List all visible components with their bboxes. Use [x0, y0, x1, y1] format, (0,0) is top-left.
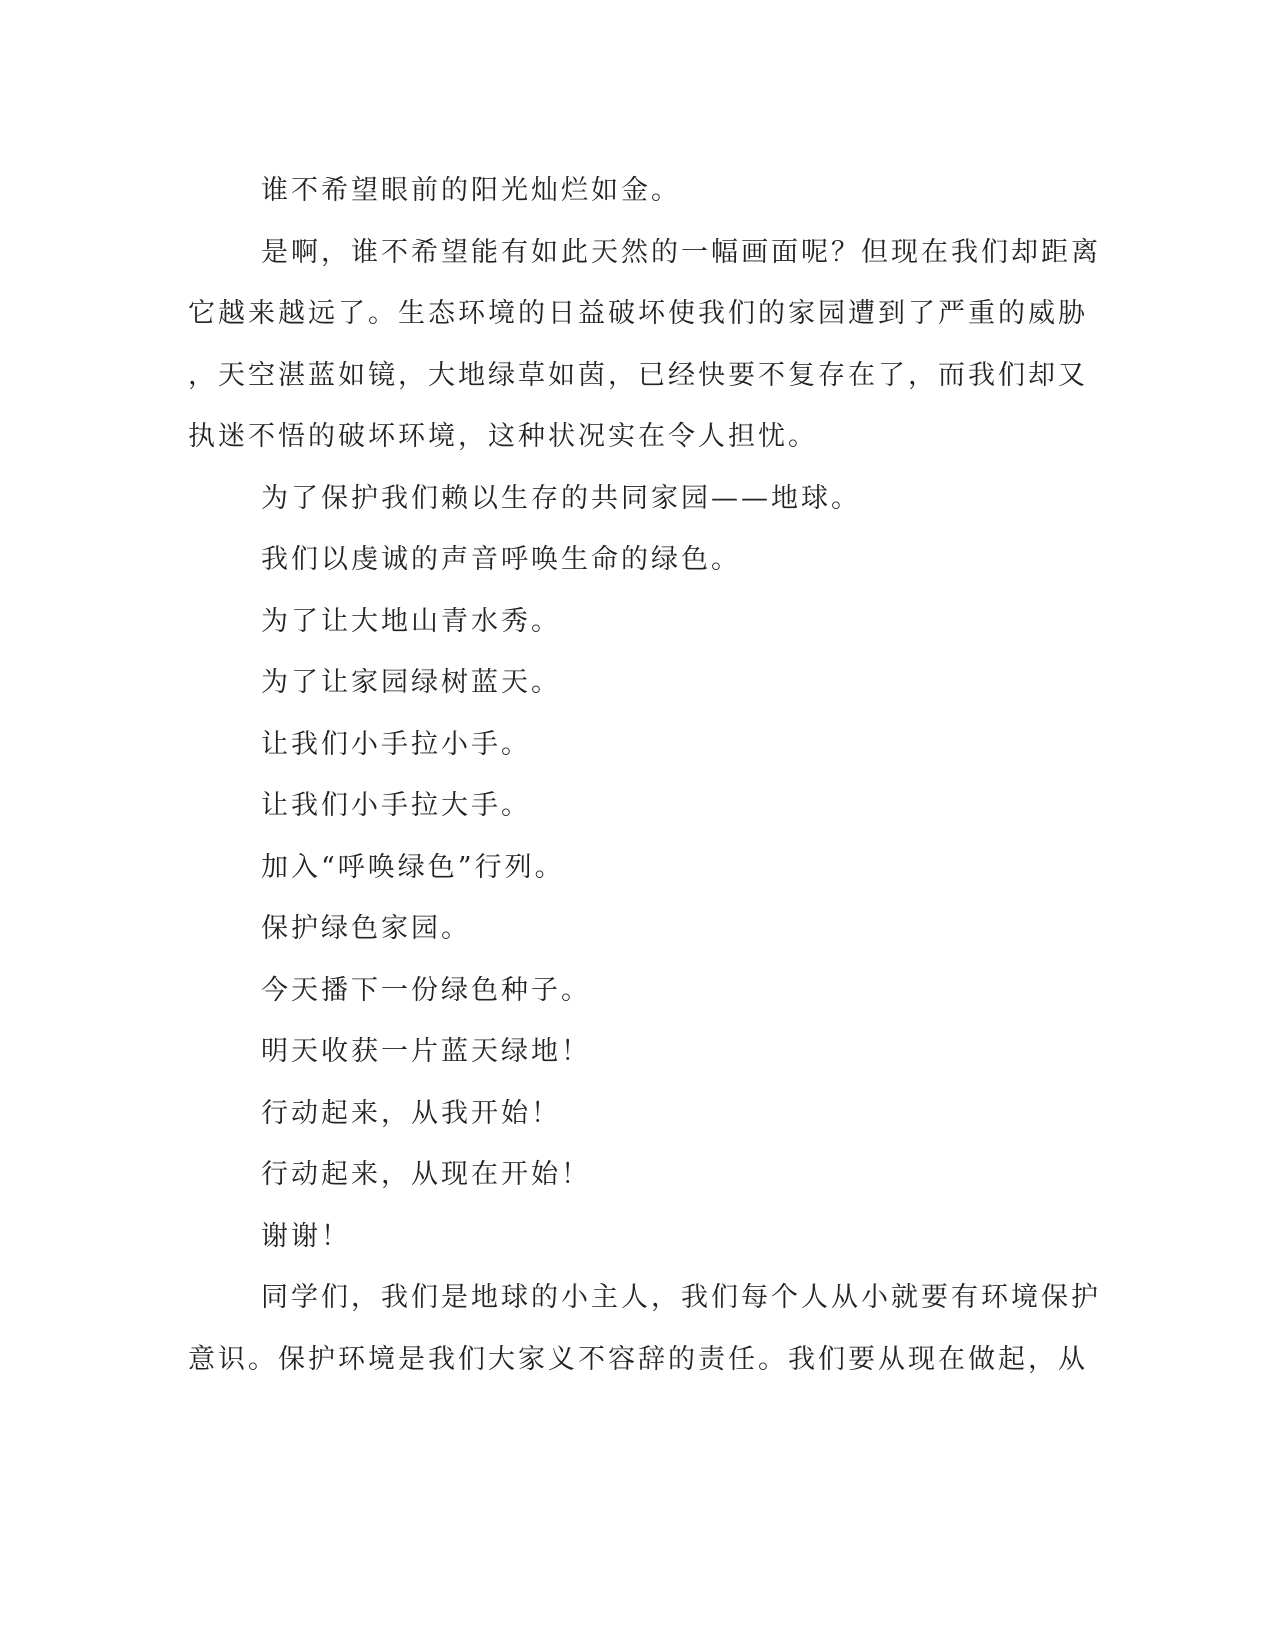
- document-body: [188, 160, 1101, 1390]
- paragraph-line: 让我们小手拉大手。: [261, 790, 531, 821]
- paragraph: [188, 652, 1068, 714]
- paragraph: [188, 775, 1068, 837]
- paragraph: [188, 1206, 1068, 1268]
- paragraph: [188, 1267, 1101, 1390]
- paragraph-line: 行动起来，从现在开始！: [261, 1159, 591, 1190]
- paragraph-line: 明天收获一片蓝天绿地！: [261, 1036, 591, 1067]
- paragraph-line: 保护绿色家园。: [261, 913, 471, 944]
- paragraph-line: 让我们小手拉小手。: [261, 728, 531, 760]
- paragraph-line: 意识。保护环境是我们大家义不容辞的责任。我们要从现在做起，从: [188, 1343, 1088, 1375]
- paragraph: [188, 222, 1101, 468]
- paragraph-line: 它越来越远了。生态环境的日益破坏使我们的家园遭到了严重的威胁: [188, 298, 1088, 329]
- paragraph-line: 行动起来，从我开始！: [261, 1097, 561, 1129]
- paragraph-line: 同学们，我们是地球的小主人，我们每个人从小就要有环境保护: [261, 1282, 1101, 1313]
- paragraph-line: 为了让家园绿树蓝天。: [261, 667, 561, 698]
- paragraph: [188, 837, 1068, 899]
- paragraph: [188, 1144, 1068, 1206]
- paragraph-line: 谢谢！: [261, 1220, 351, 1252]
- paragraph-line: 谁不希望眼前的阳光灿烂如金。: [261, 175, 681, 206]
- paragraph: [188, 468, 1068, 530]
- paragraph-line: 加入“呼唤绿色”行列。: [261, 851, 565, 883]
- paragraph-line: 为了保护我们赖以生存的共同家园——地球。: [261, 482, 861, 514]
- paragraph-line: 是啊，谁不希望能有如此天然的一幅画面呢？但现在我们却距离: [261, 236, 1101, 268]
- paragraph: [188, 1021, 1068, 1083]
- paragraph-line: 今天播下一份绿色种子。: [261, 974, 591, 1006]
- paragraph: [188, 898, 1068, 960]
- paragraph: [188, 960, 1068, 1022]
- paragraph: [188, 591, 1068, 653]
- paragraph-line: ，天空湛蓝如镜，大地绿草如茵，已经快要不复存在了，而我们却又: [188, 359, 1088, 391]
- paragraph: [188, 160, 1068, 222]
- paragraph-line: 为了让大地山青水秀。: [261, 605, 561, 637]
- paragraph: [188, 529, 1068, 591]
- paragraph-line: 执迷不悟的破坏环境，这种状况实在令人担忧。: [188, 421, 818, 452]
- paragraph: [188, 714, 1068, 776]
- paragraph-line: 我们以虔诚的声音呼唤生命的绿色。: [261, 544, 741, 575]
- paragraph: [188, 1083, 1068, 1145]
